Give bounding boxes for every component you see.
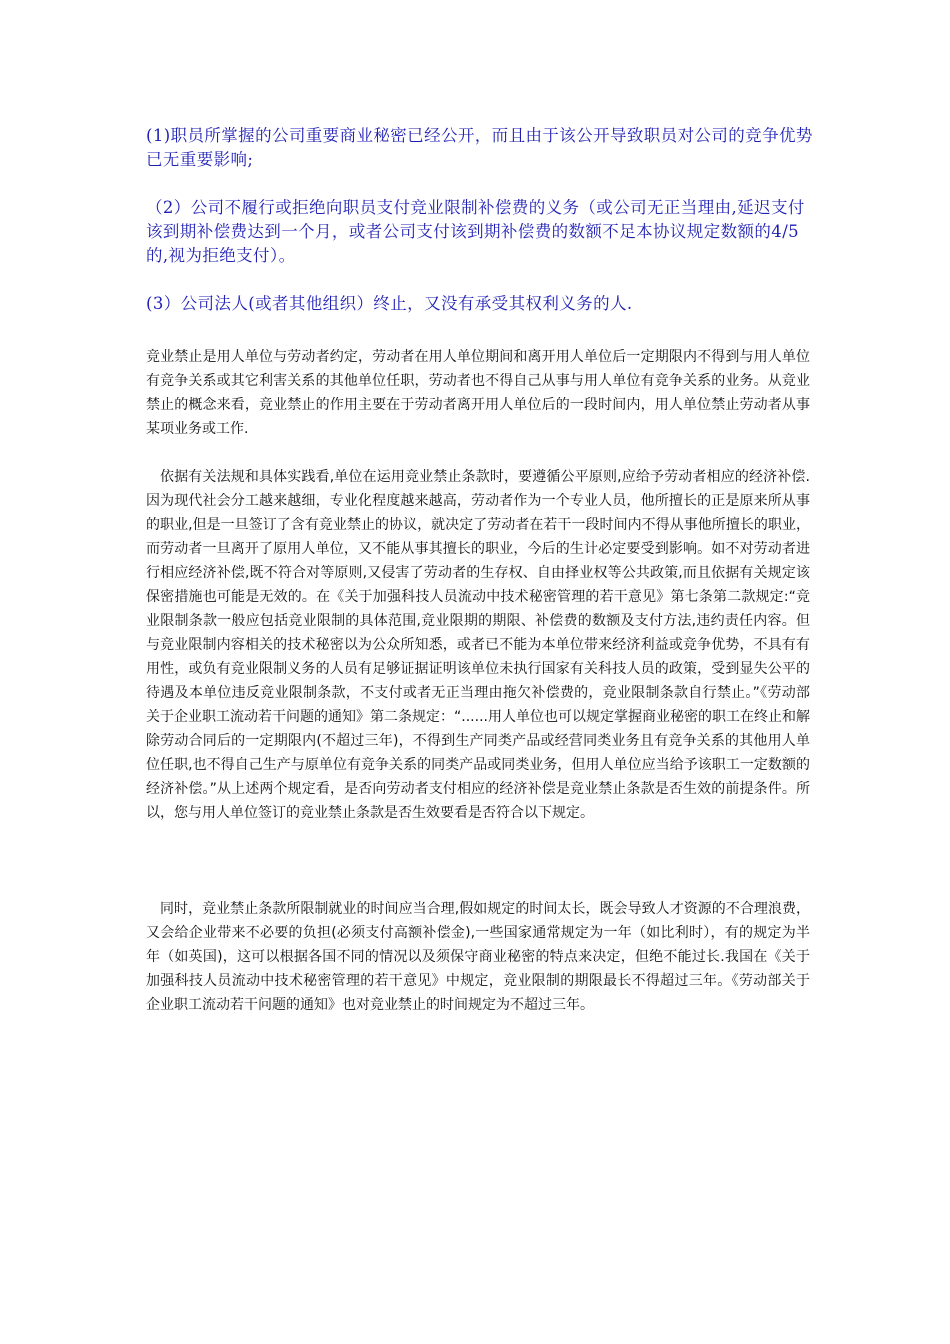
blue-item-2: （2）公司不履行或拒绝向职员支付竞业限制补偿费的义务（或公司无正当理由,延迟支付该到期补偿费达到一个月，或者公司支付该到期补偿费的数额不足本协议规定数额的4/5的,视为拒绝支付）。 (146, 198, 805, 265)
paragraph-compensation: 依据有关法规和具体实践看,单位在运用竞业禁止条款时，要遵循公平原则,应给予劳动者相应的经济补偿.因为现代社会分工越来越细，专业化程度越来越高，劳动者作为一个专业人员，他所擅长的正是原来所从事的职业,但是一旦签订了含有竞业禁止的协议，就决定了劳动者在若干一段时间内不得从事他所擅长的职业，而劳动者一旦离开了原用人单位，又不能从事其擅长的职业，今后的生计必定要受到影响。如不对劳动者进行相应经济补偿,既不符合对等原则,又侵害了劳动者的生存权、自由择业权等公共政策,而且依据有关规定该保密措施也可能是无效的。在《关于加强科技人员流动中技术秘密管理的若干意见》第七条第二款规定:“竞业限制条款一般应包括竞业限制的具体范围,竞业限期的期限、补偿费的数额及支付方法,违约责任内容。但与竞业限制内容相关的技术秘密以为公众所知悉，或者已不能为本单位带来经济利益或竞争优势，不具有有用性，或负有竞业限制义务的人员有足够证据证明该单位未执行国家有关科技人员的政策，受到显失公平的待遇及本单位违反竞业限制条款，不支付或者无正当理由拖欠补偿费的，竞业限制条款自行禁止。”《劳动部关于企业职工流动若干问题的通知》第二条规定：“......用人单位也可以规定掌握商业秘密的职工在终止和解除劳动合同后的一定期限内(不超过三年)，不得到生产同类产品或经营同类业务且有竞争关系的其他用人单位任职,也不得自己生产与原单位有竞争关系的同类产品或同类业务，但用人单位应当给予该职工一定数额的经济补偿。”从上述两个规定看，是否向劳动者支付相应的经济补偿是竞业禁止条款是否生效的前提条件。所以，您与用人单位签订的竞业禁止条款是否生效要看是否符合以下规定。 (146, 469, 810, 821)
blue-item-3: (3）公司法人(或者其他组织）终止，又没有承受其权利义务的人. (146, 294, 633, 313)
paragraph-definition: 竞业禁止是用人单位与劳动者约定，劳动者在用人单位期间和离开用人单位后一定期限内不得到与用人单位有竞争关系或其它利害关系的其他单位任职，劳动者也不得自己从事与用人单位有竞争关系的业务。从竞业禁止的概念来看，竞业禁止的作用主要在于劳动者离开用人单位后的一段时间内，用人单位禁止劳动者从事某项业务或工作. (146, 349, 810, 437)
paragraph-duration: 同时，竞业禁止条款所限制就业的时间应当合理,假如规定的时间太长，既会导致人才资源的不合理浪费，又会给企业带来不必要的负担(必须支付高额补偿金),一些国家通常规定为一年（如比利时），有的规定为半年（如英国)，这可以根据各国不同的情况以及须保守商业秘密的特点来决定，但绝不能过长.我国在《关于加强科技人员流动中技术秘密管理的若干意见》中规定，竞业限制的期限最长不得超过三年。《劳动部关于企业职工流动若干问题的通知》也对竞业禁止的时间规定为不超过三年。 (146, 901, 810, 1013)
blue-item-1: (1)职员所掌握的公司重要商业秘密已经公开，而且由于该公开导致职员对公司的竞争优势已无重要影响; (146, 126, 813, 169)
